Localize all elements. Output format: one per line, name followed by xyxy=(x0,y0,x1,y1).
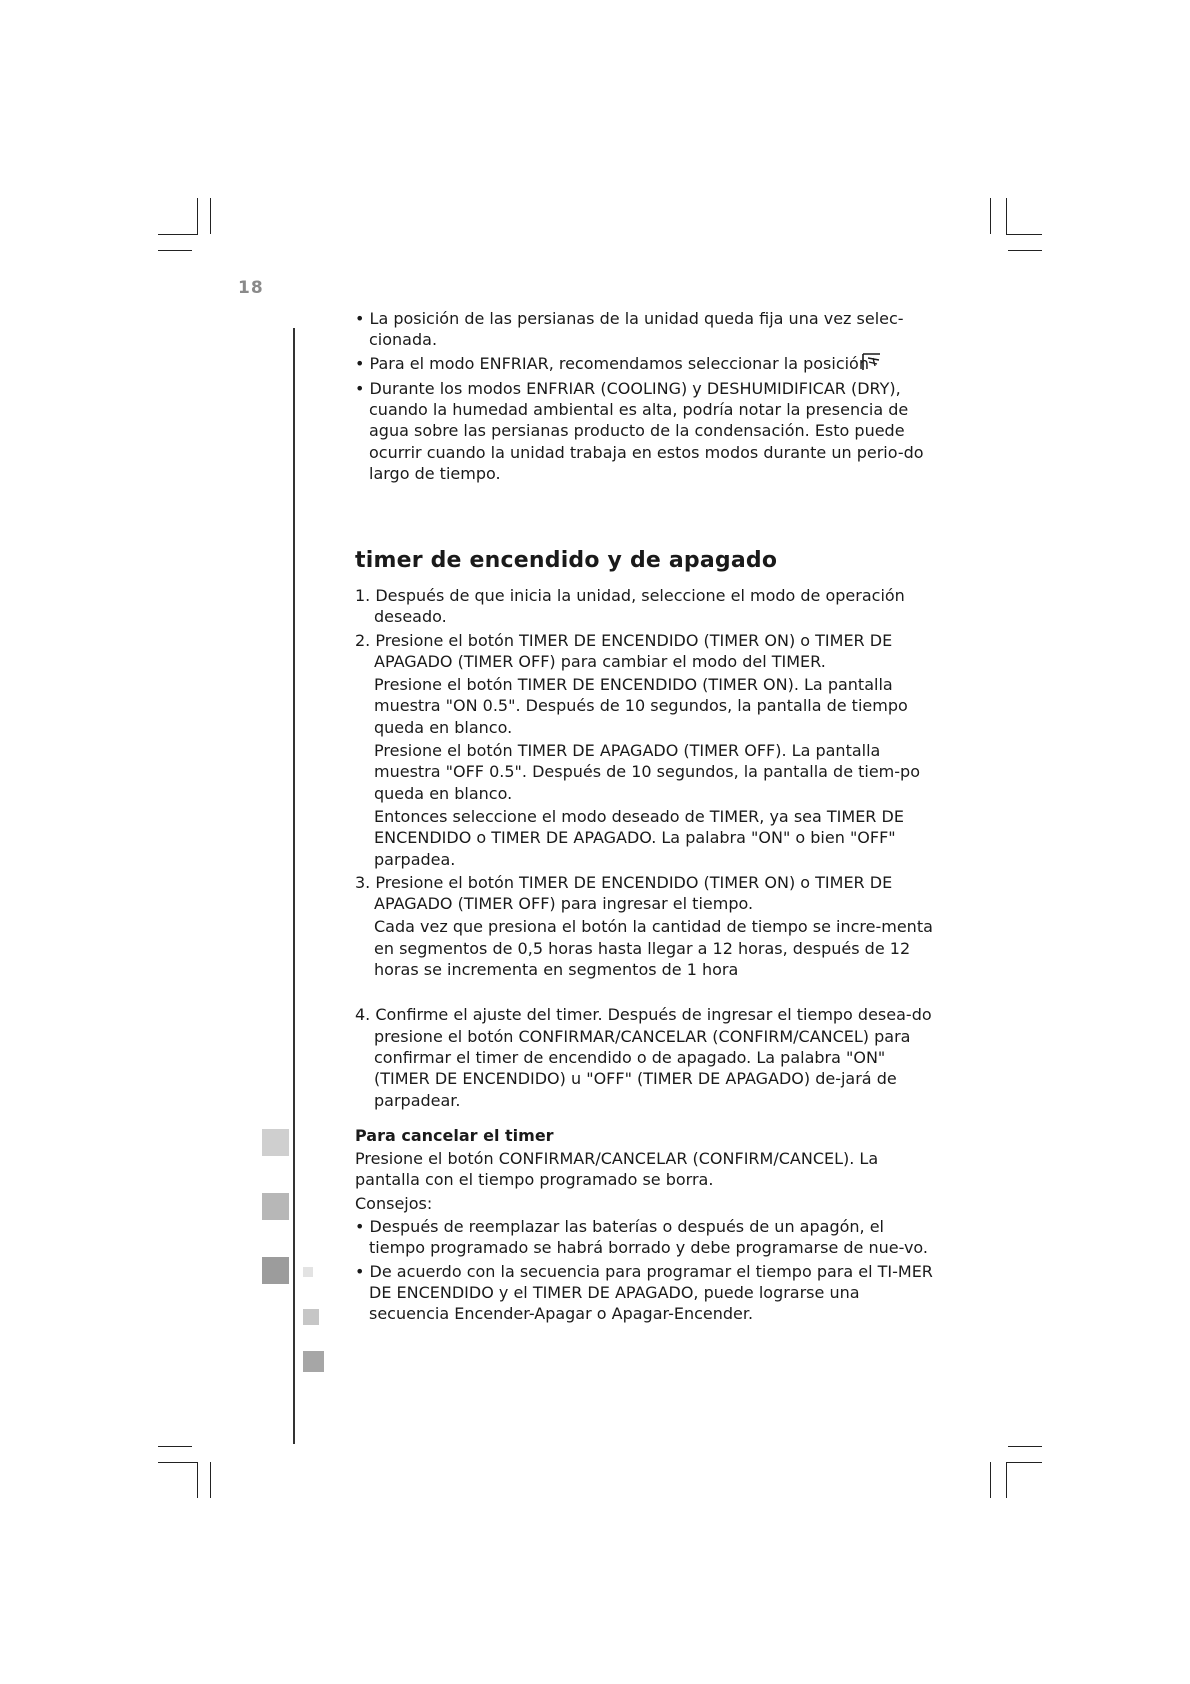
step-item: 1. Después de que inicia la unidad, seleccione el modo de operación deseado. xyxy=(355,586,905,627)
margin-rule xyxy=(293,328,295,1444)
crop-mark xyxy=(1006,1462,1007,1498)
step-item: 4. Confirme el ajuste del timer. Después de ingresar el tiempo desea-do presione el botón CONFIRMAR/CANCELAR (CONFIRM/CANCEL) para confirmar el timer de encendido o de apagado. La palabra "ON" (TIMER DE ENCENDIDO) u "OFF" (TIMER DE APAGADO) de-jará de parpadear. xyxy=(355,1005,932,1110)
crop-mark xyxy=(158,1446,192,1447)
crop-mark xyxy=(1006,1462,1042,1463)
step-detail: Presione el botón TIMER DE APAGADO (TIMER OFF). La pantalla muestra "OFF 0.5". Después de 10 segundos, la pantalla de tiem-po queda en blanco. xyxy=(374,741,920,803)
step-item: 2. Presione el botón TIMER DE ENCENDIDO (TIMER ON) o TIMER DE APAGADO (TIMER OFF) para cambiar el modo del TIMER. xyxy=(355,630,893,671)
gray-square xyxy=(303,1267,313,1277)
tips-label: Consejos: xyxy=(355,1193,433,1213)
gray-square xyxy=(262,1257,289,1284)
step-detail: Presione el botón TIMER DE ENCENDIDO (TIMER ON). La pantalla muestra "ON 0.5". Después de 10 segundos, la pantalla de tiempo queda en blanco. xyxy=(374,675,908,737)
gray-square xyxy=(262,1129,289,1156)
crop-mark xyxy=(158,1462,198,1463)
step-detail: Cada vez que presiona el botón la cantidad de tiempo se incre-menta en segmentos de 0,5 horas hasta llegar a 12 horas, después de 12 horas se incrementa en segmentos de 1 hora xyxy=(374,917,933,980)
crop-mark xyxy=(158,250,192,251)
timer-instructions xyxy=(355,585,935,1325)
step-item: 3. Presione el botón TIMER DE ENCENDIDO (TIMER ON) o TIMER DE APAGADO (TIMER OFF) para ingresar el tiempo. xyxy=(355,872,893,914)
intro-bullets xyxy=(355,308,935,484)
crop-mark xyxy=(1006,198,1007,234)
crop-mark xyxy=(1008,1446,1042,1447)
gray-square xyxy=(303,1309,319,1325)
cancel-text: Presione el botón CONFIRMAR/CANCELAR (CONFIRM/CANCEL). La pantalla con el tiempo programado se borra. xyxy=(355,1149,879,1190)
crop-mark xyxy=(990,1462,991,1498)
page-number: 18 xyxy=(238,278,264,298)
crop-mark xyxy=(210,198,211,234)
crop-mark xyxy=(1006,234,1042,235)
gray-square xyxy=(262,1193,289,1220)
tip-item: • Después de reemplazar las baterías o después de un apagón, el tiempo programado se habrá borrado y debe programarse de nue-vo. xyxy=(355,1217,929,1258)
louver-position-icon xyxy=(875,353,881,376)
crop-mark xyxy=(197,1462,198,1498)
section-title: timer de encendido y de apagado xyxy=(355,548,778,573)
bullet-item: • La posición de las persianas de la unidad queda fija una vez selec-cionada. xyxy=(355,309,904,350)
crop-mark xyxy=(210,1462,211,1498)
spacer xyxy=(355,980,935,1004)
crop-mark xyxy=(1008,250,1042,251)
step-detail: Entonces seleccione el modo deseado de TIMER, ya sea TIMER DE ENCENDIDO o TIMER DE APAGADO. La palabra "ON" o bien "OFF" parpadea. xyxy=(374,806,904,869)
bullet-item: • Para el modo ENFRIAR, recomendamos seleccionar la posición xyxy=(355,353,935,376)
crop-mark xyxy=(990,198,991,234)
bullet-item: • Durante los modos ENFRIAR (COOLING) y DESHUMIDIFICAR (DRY), cuando la humedad ambiental es alta, podría notar la presencia de agua sobre las persianas producto de la condensación. Esto puede ocurrir cuando la unidad trabaja en estos modos durante un perio-do largo de tiempo. xyxy=(355,378,924,484)
cancel-heading: Para cancelar el timer xyxy=(355,1125,554,1145)
crop-mark xyxy=(158,234,198,235)
tip-item: • De acuerdo con la secuencia para programar el tiempo para el TI-MER DE ENCENDIDO y el TIMER DE APAGADO, puede lograrse una secuencia Encender-Apagar o Apagar-Encender. xyxy=(355,1261,933,1324)
crop-mark xyxy=(197,198,198,234)
gray-square xyxy=(303,1351,324,1372)
